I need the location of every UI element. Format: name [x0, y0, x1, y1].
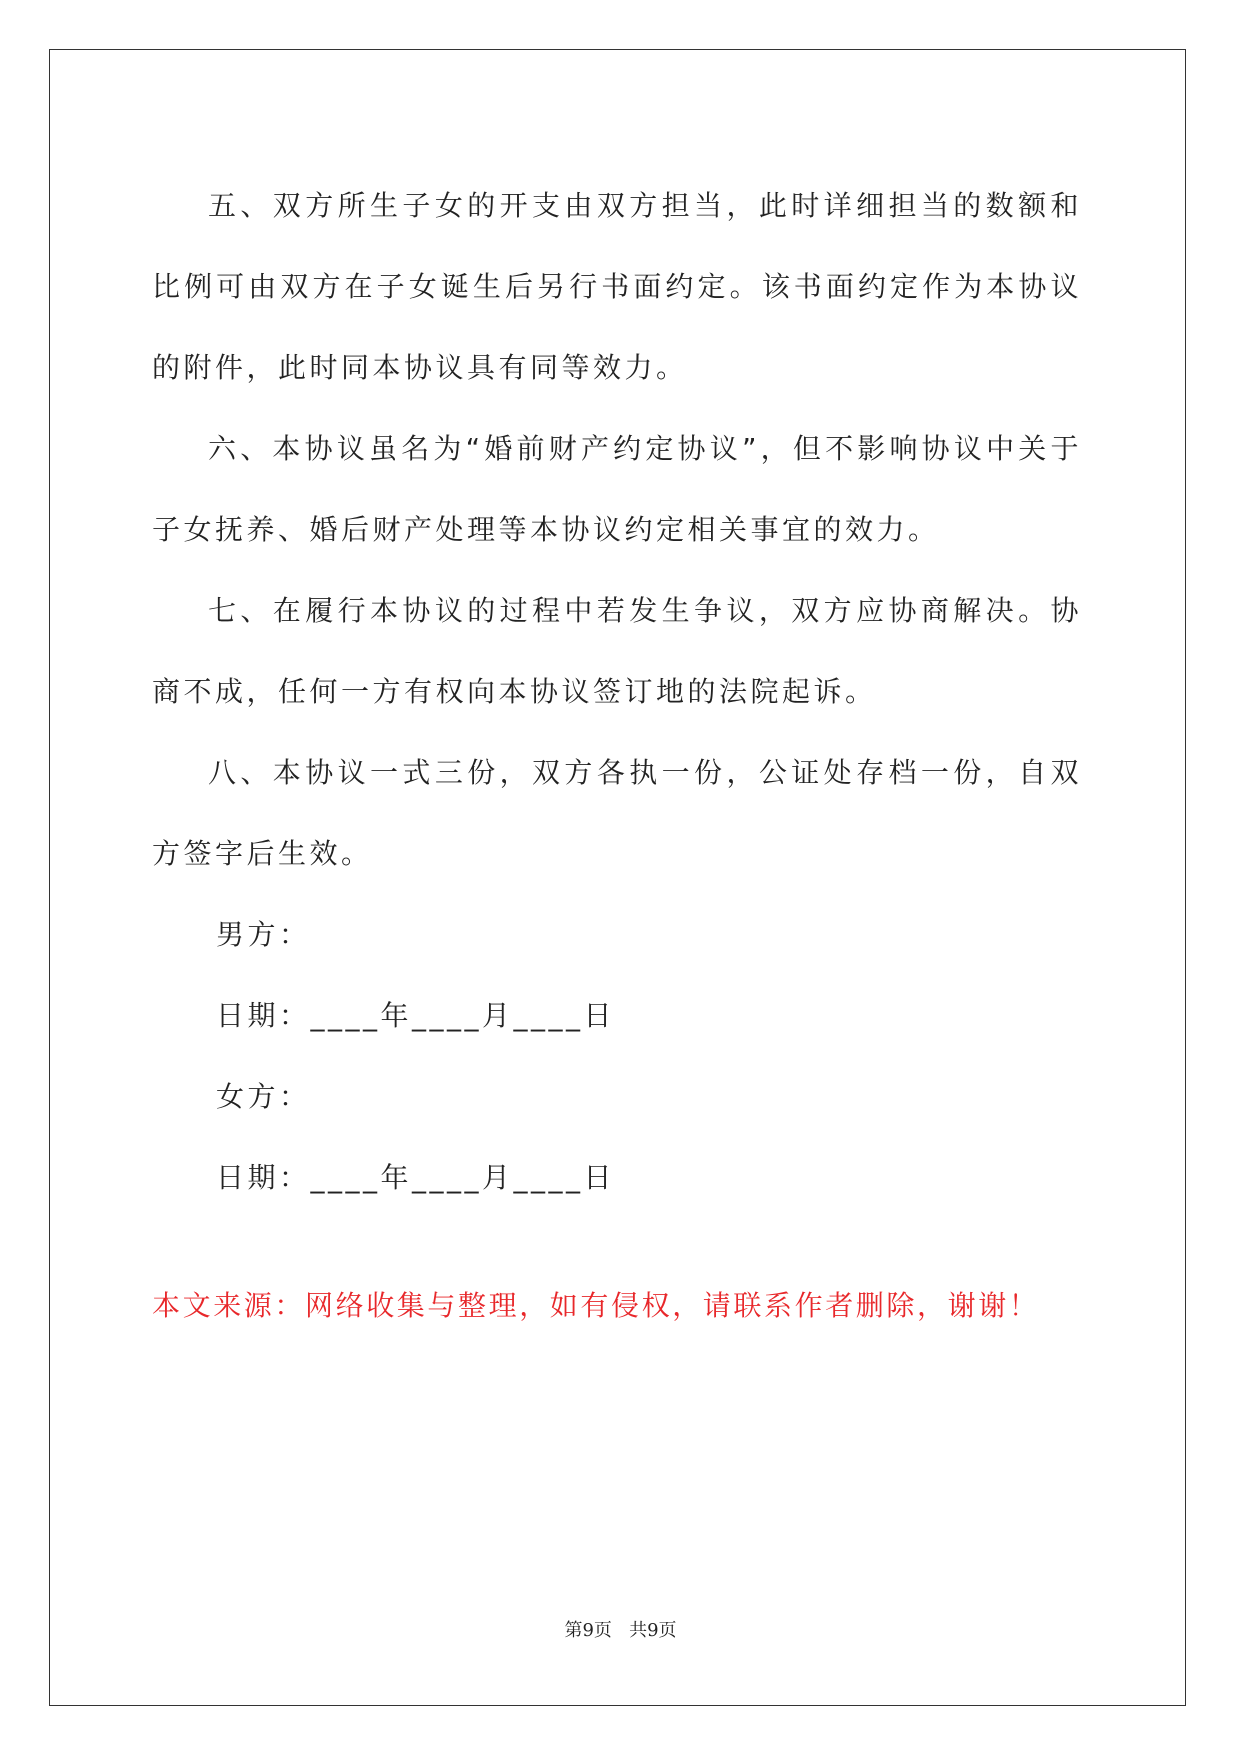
female-signature-label: 女方： [216, 1080, 311, 1113]
document-body [152, 165, 1082, 1218]
page-number-footer: 第9页 共9页 [564, 1620, 677, 1641]
male-signature-date: 日期：____年____月____日 [216, 999, 616, 1032]
clause-six: 六、本协议虽名为“婚前财产约定协议”，但不影响协议中关于子女抚养、婚后财产处理等本协议约定相关事宜的效力。 [152, 432, 1082, 546]
clause-eight: 八、本协议一式三份，双方各执一份，公证处存档一份，自双方签字后生效。 [152, 756, 1082, 870]
source-notice: 本文来源：网络收集与整理，如有侵权，请联系作者删除，谢谢！ [152, 1289, 1040, 1322]
female-signature-date: 日期：____年____月____日 [216, 1161, 616, 1194]
clause-five: 五、双方所生子女的开支由双方担当，此时详细担当的数额和比例可由双方在子女诞生后另行书面约定。该书面约定作为本协议的附件，此时同本协议具有同等效力。 [152, 189, 1082, 384]
clause-seven: 七、在履行本协议的过程中若发生争议，双方应协商解决。协商不成，任何一方有权向本协议签订地的法院起诉。 [152, 594, 1082, 708]
male-signature-label: 男方： [216, 918, 311, 951]
